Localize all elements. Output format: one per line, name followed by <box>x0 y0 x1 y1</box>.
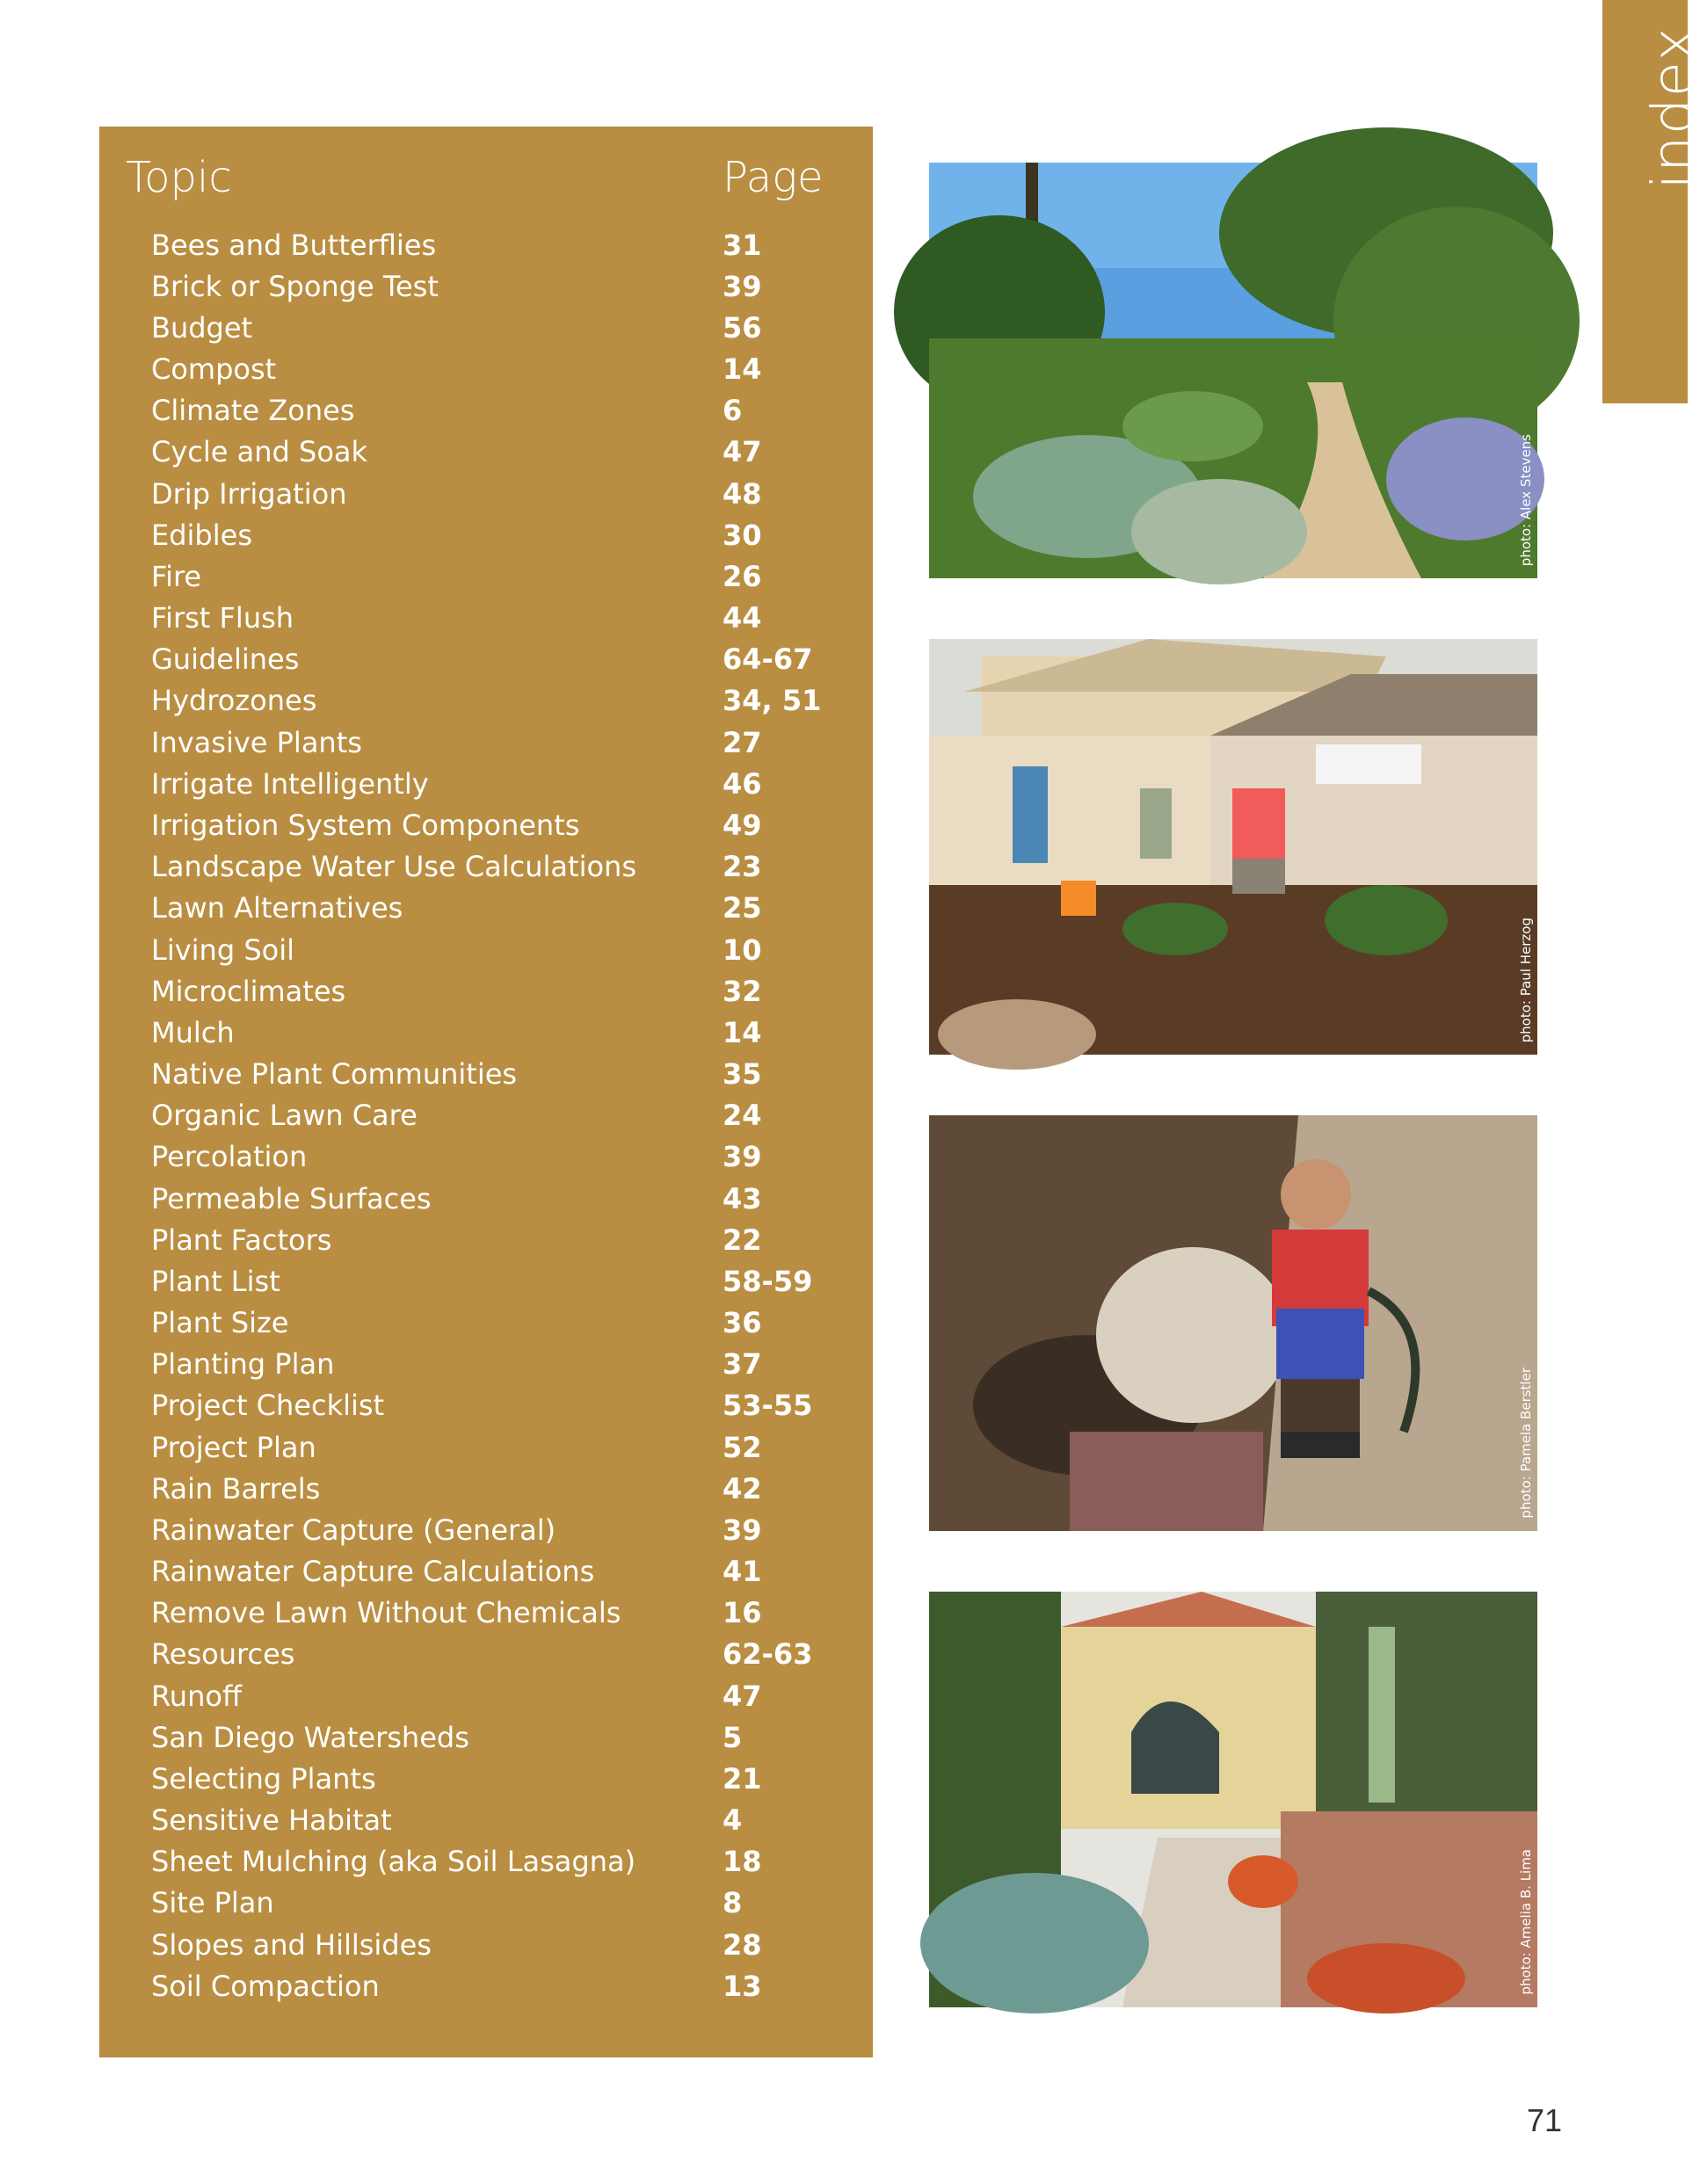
index-entry <box>151 349 854 390</box>
entry-topic: Rainwater Capture Calculations <box>151 1555 595 1589</box>
entry-topic: Sheet Mulching (aka Soil Lasagna) <box>151 1845 636 1879</box>
entry-topic: Compost <box>151 352 277 387</box>
entry-page: 21 <box>723 1761 762 1796</box>
index-entry <box>151 1095 854 1136</box>
index-entry <box>151 1924 854 1965</box>
entry-page: 8 <box>723 1886 743 1920</box>
entry-topic: Plant List <box>151 1264 280 1298</box>
planting-group-photo <box>929 639 1537 1055</box>
entry-topic: Slopes and Hillsides <box>151 1927 432 1962</box>
entry-topic: Budget <box>151 310 253 345</box>
index-entry <box>151 1716 854 1758</box>
child-with-hose-photo <box>929 1115 1537 1531</box>
index-entry <box>151 224 854 265</box>
photo-credit: photo: Paul Herzog <box>1518 917 1534 1042</box>
index-entry <box>151 307 854 348</box>
entry-topic: Climate Zones <box>151 394 355 428</box>
entry-page: 25 <box>723 891 762 925</box>
entry-topic: Project Plan <box>151 1430 316 1464</box>
entry-topic: Irrigation System Components <box>151 808 580 842</box>
entry-topic: Mulch <box>151 1015 235 1049</box>
entry-topic: Planting Plan <box>151 1347 335 1382</box>
index-entry <box>151 846 854 888</box>
photo-credit: photo: Alex Stevens <box>1518 433 1534 566</box>
entry-page: 26 <box>723 559 762 593</box>
index-entry <box>151 1178 854 1219</box>
entry-page: 44 <box>723 601 762 635</box>
index-entry <box>151 1260 854 1302</box>
entry-page: 10 <box>723 932 762 967</box>
entry-page: 36 <box>723 1306 762 1340</box>
index-tab-label: index <box>1639 26 1707 190</box>
index-entry <box>151 1302 854 1343</box>
entry-page: 14 <box>723 1015 762 1049</box>
entry-topic: Hydrozones <box>151 684 317 718</box>
entry-topic: Bees and Butterflies <box>151 228 437 262</box>
index-panel <box>99 127 873 2057</box>
entry-page: 48 <box>723 476 762 511</box>
entry-page: 24 <box>723 1099 762 1133</box>
index-entry <box>151 1551 854 1593</box>
entry-page: 43 <box>723 1181 762 1215</box>
entry-topic: Brick or Sponge Test <box>151 269 439 303</box>
entry-page: 35 <box>723 1057 762 1092</box>
entry-page: 37 <box>723 1347 762 1382</box>
index-entry <box>151 1053 854 1094</box>
entry-page: 31 <box>723 228 762 262</box>
entry-page: 30 <box>723 518 762 552</box>
entry-page: 39 <box>723 1140 762 1174</box>
entry-topic: Selecting Plants <box>151 1761 376 1796</box>
index-entry <box>151 514 854 555</box>
entry-page: 14 <box>723 352 762 387</box>
entry-topic: Living Soil <box>151 932 294 967</box>
index-entry <box>151 1965 854 2006</box>
index-entry <box>151 555 854 597</box>
index-entry <box>151 1468 854 1509</box>
entry-topic: Rainwater Capture (General) <box>151 1513 556 1547</box>
entry-page: 64-67 <box>723 642 813 677</box>
entry-page: 47 <box>723 1679 762 1713</box>
entry-page: 56 <box>723 310 762 345</box>
entry-page: 46 <box>723 766 762 801</box>
entry-topic: Runoff <box>151 1679 242 1713</box>
index-entry <box>151 722 854 763</box>
photo-credit: photo: Amelia B. Lima <box>1518 1849 1534 1995</box>
entry-page: 18 <box>723 1845 762 1879</box>
index-entry <box>151 1758 854 1799</box>
entry-page: 32 <box>723 974 762 1008</box>
entry-page: 39 <box>723 269 762 303</box>
entry-topic: Rain Barrels <box>151 1471 321 1506</box>
index-entry <box>151 680 854 722</box>
index-entry <box>151 1219 854 1260</box>
index-entry <box>151 1800 854 1841</box>
entry-page: 5 <box>723 1720 743 1754</box>
entry-topic: Invasive Plants <box>151 725 362 759</box>
index-entry <box>151 432 854 473</box>
entry-topic: Soil Compaction <box>151 1969 380 2003</box>
entry-page: 27 <box>723 725 762 759</box>
garden-path-photo <box>929 163 1537 578</box>
entry-page: 52 <box>723 1430 762 1464</box>
entry-page: 6 <box>723 394 743 428</box>
entry-topic: Permeable Surfaces <box>151 1181 432 1215</box>
index-entry <box>151 598 854 639</box>
entry-topic: Irrigate Intelligently <box>151 766 429 801</box>
entry-topic: Organic Lawn Care <box>151 1099 418 1133</box>
entry-page: 47 <box>723 435 762 469</box>
photo-credit: photo: Pamela Berstler <box>1518 1368 1534 1519</box>
index-entry <box>151 1883 854 1924</box>
entry-page: 58-59 <box>723 1264 813 1298</box>
page-number: 71 <box>1527 2102 1563 2138</box>
entry-topic: Plant Size <box>151 1306 289 1340</box>
index-entry <box>151 1675 854 1716</box>
entry-topic: Lawn Alternatives <box>151 891 403 925</box>
entry-topic: Cycle and Soak <box>151 435 368 469</box>
index-entry <box>151 1385 854 1426</box>
entry-page: 49 <box>723 808 762 842</box>
index-entry <box>151 1593 854 1634</box>
index-entry <box>151 639 854 680</box>
entry-topic: Remove Lawn Without Chemicals <box>151 1596 621 1630</box>
index-entry <box>151 970 854 1012</box>
entry-topic: Site Plan <box>151 1886 274 1920</box>
index-entry <box>151 1426 854 1468</box>
index-entry <box>151 763 854 804</box>
index-entry <box>151 1841 854 1883</box>
entry-page: 34, 51 <box>723 684 822 718</box>
page-column-header: Page <box>723 153 824 202</box>
index-entry <box>151 804 854 845</box>
entry-page: 53-55 <box>723 1389 813 1423</box>
index-entry <box>151 1344 854 1385</box>
entry-page: 13 <box>723 1969 762 2003</box>
index-entry <box>151 888 854 929</box>
entry-topic: Native Plant Communities <box>151 1057 518 1092</box>
house-steps-photo <box>929 1592 1537 2007</box>
entry-page: 39 <box>723 1513 762 1547</box>
entry-page: 4 <box>723 1803 743 1838</box>
entry-topic: Edibles <box>151 518 252 552</box>
entry-topic: Drip Irrigation <box>151 476 347 511</box>
entry-topic: Resources <box>151 1637 295 1672</box>
index-entry <box>151 1634 854 1675</box>
entry-topic: Fire <box>151 559 202 593</box>
index-side-tab <box>1602 0 1707 403</box>
entry-page: 23 <box>723 850 762 884</box>
entry-page: 28 <box>723 1927 762 1962</box>
entry-topic: Sensitive Habitat <box>151 1803 392 1838</box>
entry-topic: Project Checklist <box>151 1389 385 1423</box>
entry-page: 42 <box>723 1471 762 1506</box>
entry-topic: Landscape Water Use Calculations <box>151 850 636 884</box>
entry-topic: Percolation <box>151 1140 308 1174</box>
entry-page: 16 <box>723 1596 762 1630</box>
index-entry <box>151 1509 854 1550</box>
entry-topic: First Flush <box>151 601 294 635</box>
index-entry <box>151 929 854 970</box>
entry-topic: San Diego Watersheds <box>151 1720 469 1754</box>
index-entry-list <box>151 224 854 2006</box>
entry-page: 62-63 <box>723 1637 813 1672</box>
index-entry <box>151 473 854 514</box>
index-entry <box>151 1136 854 1178</box>
entry-page: 41 <box>723 1555 762 1589</box>
entry-page: 22 <box>723 1223 762 1257</box>
index-entry <box>151 390 854 432</box>
entry-topic: Plant Factors <box>151 1223 332 1257</box>
topic-column-header: Topic <box>126 153 232 202</box>
index-entry <box>151 1012 854 1053</box>
entry-topic: Microclimates <box>151 974 346 1008</box>
entry-topic: Guidelines <box>151 642 300 677</box>
index-entry <box>151 265 854 307</box>
